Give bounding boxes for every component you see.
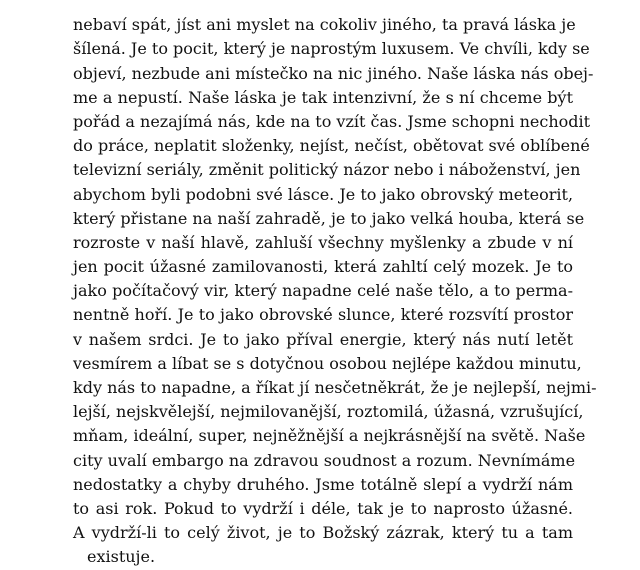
text-line: vesmírem a líbat se s dotyčnou osobou nejlépe každou minutu, bbox=[73, 353, 582, 373]
text-line: objeví, nezbude ani místečko na nic jiného. Naše láska nás obej- bbox=[73, 63, 594, 83]
text-line: který přistane na naší zahradě, je to jako velká houba, která se bbox=[73, 208, 585, 228]
text-line: nebaví spát, jíst ani myslet na cokoliv jiného, ta pravá láska je bbox=[73, 15, 576, 35]
text-line: kdy nás to napadne, a říkat jí nesčetněkrát, že je nejlepší, nejmi- bbox=[73, 378, 597, 397]
text-line: jen pocit úžasné zamilovanosti, která zahltí celý mozek. Je to bbox=[73, 257, 573, 277]
text-line: v našem srdci. Je to jako příval energie, který nás nutí letět bbox=[73, 329, 573, 349]
text-line bbox=[73, 0, 573, 13]
text-line: pořád a nezajímá nás, kde na to vzít čas. Jsme schopni nechodit bbox=[73, 111, 591, 131]
text-line: televizní seriály, změnit politický názor nebo i náboženství, jen bbox=[73, 160, 581, 180]
text-line: nentně hoří. Je to jako obrovské slunce, které rozsvítí prostor bbox=[73, 305, 573, 325]
text-line: me a nepustí. Naše láska je tak intenzivní, že s ní chceme být bbox=[73, 87, 573, 107]
text-line: jako počítačový vir, který napadne celé naše tělo, a to perma- bbox=[73, 281, 573, 301]
text-line: abychom byli podobni své lásce. Je to jako obrovský meteorit, bbox=[73, 184, 574, 204]
text-line: šílená. Je to pocit, který je naprostým luxusem. Ve chvíli, kdy se bbox=[73, 39, 590, 59]
text-line: nedostatky a chyby druhého. Jsme totálně slepí a vydrží nám bbox=[73, 474, 573, 494]
text-line: existuje. bbox=[87, 547, 156, 567]
text-line: A vydrží-li to celý život, je to Božský zázrak, který tu a tam bbox=[73, 523, 573, 543]
body-text bbox=[73, 0, 597, 570]
text-line: to asi rok. Pokud to vydrží i déle, tak je to naprosto úžasné. bbox=[73, 498, 573, 518]
text-line: mňam, ideální, super, nejněžnější a nejkrásnější na světě. Naše bbox=[73, 426, 586, 446]
text-line: do práce, neplatit složenky, nejíst, nečíst, obětovat své oblíbené bbox=[73, 136, 590, 156]
text-line: lejší, nejskvělejší, nejmilovanější, roztomilá, úžasná, vzrušující, bbox=[73, 402, 584, 422]
text-line: rozroste v naší hlavě, zahluší všechny myšlenky a zbude v ní bbox=[73, 232, 573, 252]
text-line: city uvalí embargo na zdravou soudnost a rozum. Nevnímáme bbox=[73, 450, 576, 470]
